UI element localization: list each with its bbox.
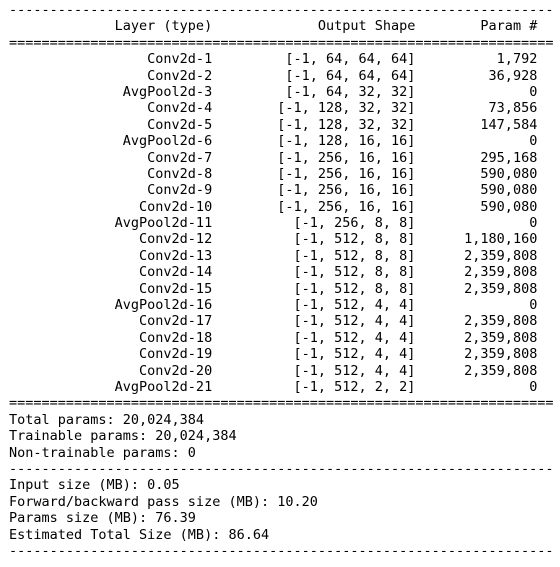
param-count: 590,080	[415, 198, 538, 215]
output-shape: [-1, 512, 8, 8]	[212, 264, 416, 281]
output-shape: [-1, 512, 4, 4]	[212, 329, 416, 346]
output-shape: [-1, 512, 4, 4]	[212, 346, 416, 363]
layer-name: Conv2d-5	[9, 116, 213, 133]
table-row	[9, 117, 554, 133]
table-row	[9, 84, 554, 100]
table-row	[9, 330, 554, 346]
header-param-count: Param #	[415, 18, 538, 35]
layer-name: AvgPool2d-6	[9, 133, 213, 150]
param-count: 2,359,808	[415, 346, 538, 363]
output-shape: [-1, 128, 16, 16]	[212, 133, 416, 150]
layer-name: Conv2d-13	[9, 247, 213, 264]
output-shape: [-1, 512, 8, 8]	[212, 231, 416, 248]
model-summary	[9, 2, 554, 559]
layer-name: Conv2d-10	[9, 198, 213, 215]
layer-name: Conv2d-19	[9, 346, 213, 363]
layer-name: Conv2d-1	[9, 51, 213, 68]
table-row	[9, 215, 554, 231]
output-shape: [-1, 512, 8, 8]	[212, 247, 416, 264]
layer-name: Conv2d-15	[9, 280, 213, 297]
forward-backward-size: Forward/backward pass size (MB): 10.20	[9, 493, 318, 510]
trainable-params: Trainable params: 20,024,384	[9, 428, 237, 445]
table-row	[9, 363, 554, 379]
input-size: Input size (MB): 0.05	[9, 477, 180, 494]
output-shape: [-1, 128, 32, 32]	[212, 116, 416, 133]
param-count: 2,359,808	[415, 313, 538, 330]
layer-name: AvgPool2d-16	[9, 297, 213, 314]
layer-name: Conv2d-7	[9, 149, 213, 166]
output-shape: [-1, 256, 16, 16]	[212, 182, 416, 199]
output-shape: [-1, 256, 16, 16]	[212, 198, 416, 215]
output-shape: [-1, 128, 32, 32]	[212, 100, 416, 117]
param-count: 147,584	[415, 116, 538, 133]
output-shape: [-1, 64, 32, 32]	[212, 83, 416, 100]
layer-name: Conv2d-14	[9, 264, 213, 281]
layer-name: Conv2d-4	[9, 100, 213, 117]
divider-double-header: ===================================================================	[9, 34, 554, 51]
param-count: 73,856	[415, 100, 538, 117]
param-count: 0	[415, 215, 538, 232]
table-row	[9, 379, 554, 395]
layer-rows	[9, 51, 554, 395]
param-count: 2,359,808	[415, 280, 538, 297]
table-row	[9, 182, 554, 198]
param-count: 0	[415, 378, 538, 395]
layer-name: AvgPool2d-3	[9, 83, 213, 100]
header-output-shape: Output Shape	[212, 18, 416, 35]
output-shape: [-1, 64, 64, 64]	[212, 51, 416, 68]
total-params: Total params: 20,024,384	[9, 411, 205, 428]
params-size: Params size (MB): 76.39	[9, 510, 196, 527]
layer-name: Conv2d-17	[9, 313, 213, 330]
param-count: 590,080	[415, 165, 538, 182]
table-row	[9, 313, 554, 329]
layer-name: Conv2d-2	[9, 67, 213, 84]
layer-name: AvgPool2d-11	[9, 215, 213, 232]
divider-dashed-top: -------------------------------------------------------------------	[9, 2, 554, 18]
param-count: 2,359,808	[415, 264, 538, 281]
output-shape: [-1, 512, 8, 8]	[212, 280, 416, 297]
param-count: 1,180,160	[415, 231, 538, 248]
layer-name: Conv2d-8	[9, 165, 213, 182]
table-row	[9, 264, 554, 280]
output-shape: [-1, 512, 4, 4]	[212, 297, 416, 314]
layer-name: Conv2d-9	[9, 182, 213, 199]
table-row	[9, 346, 554, 362]
output-shape: [-1, 512, 4, 4]	[212, 313, 416, 330]
param-count: 0	[415, 133, 538, 150]
output-shape: [-1, 256, 8, 8]	[212, 215, 416, 232]
param-count: 2,359,808	[415, 329, 538, 346]
table-row	[9, 133, 554, 149]
table-row	[9, 248, 554, 264]
param-count: 2,359,808	[415, 247, 538, 264]
layer-name: AvgPool2d-21	[9, 378, 213, 395]
estimated-total-size: Estimated Total Size (MB): 86.64	[9, 526, 270, 543]
table-header-row	[9, 18, 554, 34]
table-row	[9, 231, 554, 247]
divider-double-footer: ===================================================================	[9, 395, 554, 412]
output-shape: [-1, 256, 16, 16]	[212, 165, 416, 182]
header-layer-type: Layer (type)	[9, 18, 213, 35]
output-shape: [-1, 256, 16, 16]	[212, 149, 416, 166]
divider-dashed-middle: -------------------------------------------------------------------	[9, 460, 554, 477]
param-count: 295,168	[415, 149, 538, 166]
table-row	[9, 100, 554, 116]
table-row	[9, 51, 554, 67]
param-count: 0	[415, 297, 538, 314]
param-count: 0	[415, 83, 538, 100]
param-count: 590,080	[415, 182, 538, 199]
table-row	[9, 297, 554, 313]
layer-name: Conv2d-12	[9, 231, 213, 248]
output-shape: [-1, 512, 2, 2]	[212, 378, 416, 395]
table-row	[9, 150, 554, 166]
output-shape: [-1, 64, 64, 64]	[212, 67, 416, 84]
divider-dashed-bottom: -------------------------------------------------------------------	[9, 542, 554, 559]
layer-name: Conv2d-18	[9, 329, 213, 346]
param-count: 36,928	[415, 67, 538, 84]
param-count: 1,792	[415, 51, 538, 68]
table-row	[9, 199, 554, 215]
table-row	[9, 68, 554, 84]
non-trainable-params: Non-trainable params: 0	[9, 444, 196, 461]
layer-name: Conv2d-20	[9, 362, 213, 379]
output-shape: [-1, 512, 4, 4]	[212, 362, 416, 379]
table-row	[9, 281, 554, 297]
param-count: 2,359,808	[415, 362, 538, 379]
table-row	[9, 166, 554, 182]
